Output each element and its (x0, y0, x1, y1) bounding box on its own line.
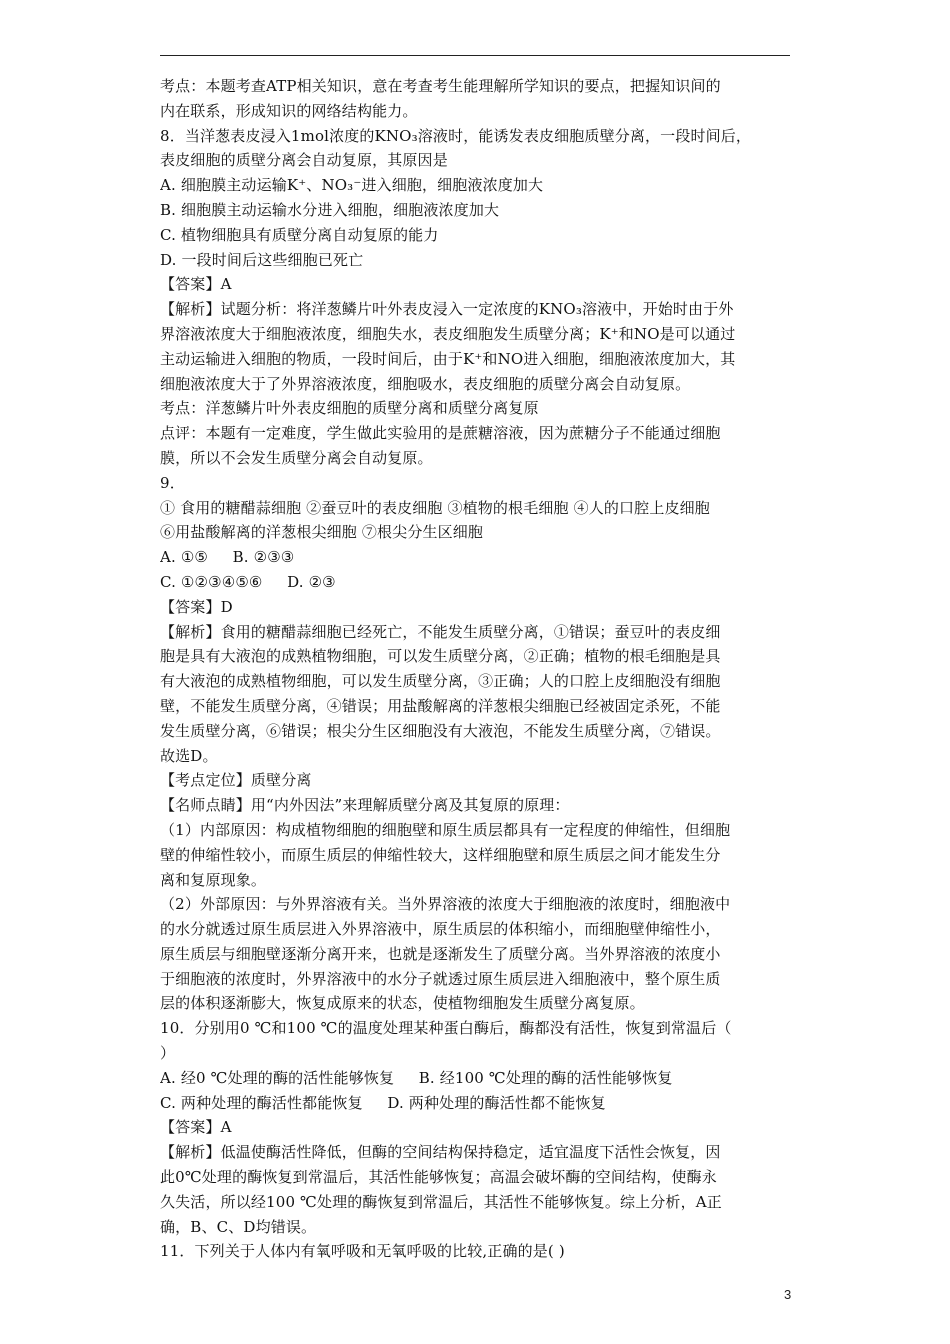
options-line: C. 两种处理的酶活性都能恢复 D. 两种处理的酶活性都不能恢复 (160, 1093, 606, 1112)
header-rule (160, 55, 790, 56)
text-line: 层的体积逐渐膨大，恢复成原来的状态，使植物细胞发生质壁分离复原。 (160, 994, 645, 1013)
analysis-line: 【解析】食用的糖醋蒜细胞已经死亡，不能发生质壁分离，①错误；蚕豆叶的表皮细 (160, 622, 721, 641)
text-line: 有大液泡的成熟植物细胞，可以发生质壁分离，③正确；人的口腔上皮细胞没有细胞 (160, 672, 721, 691)
question-8-stem: 8．当洋葱表皮浸入1mol浓度的KNO₃溶液时，能诱发表皮细胞质壁分离，一段时间后， (160, 126, 752, 145)
analysis-line: 【解析】试题分析：将洋葱鳞片叶外表皮浸入一定浓度的KNO₃溶液中，开始时由于外 (160, 300, 734, 319)
option-b: B. 细胞膜主动运输水分进入细胞，细胞液浓度加大 (160, 200, 500, 219)
analysis-line: 【解析】低温使酶活性降低，但酶的空间结构保持稳定，适宜温度下活性会恢复，因 (160, 1143, 721, 1162)
page-number: 3 (784, 1287, 792, 1302)
answer-line: 【答案】A (160, 1118, 232, 1137)
text-line: 膜，所以不会发生质壁分离会自动复原。 (160, 448, 433, 467)
text-line: 确，B、C、D均错误。 (160, 1217, 317, 1236)
text-line: 细胞液浓度大于了外界溶液浓度，细胞吸水，表皮细胞的质壁分离会自动复原。 (160, 374, 691, 393)
option-c: C. 植物细胞具有质壁分离自动复原的能力 (160, 225, 439, 244)
answer-line: 【答案】A (160, 275, 232, 294)
text-line: 界溶液浓度大于细胞液浓度，细胞失水，表皮细胞发生质壁分离；K⁺和NO是可以通过 (160, 324, 736, 343)
text-line: 【名师点睛】用“内外因法”来理解质壁分离及其复原的原理： (160, 796, 570, 815)
page-body (160, 74, 796, 1264)
text-line: （1）内部原因：构成植物细胞的细胞壁和原生质层都具有一定程度的伸缩性，但细胞 (160, 820, 731, 839)
text-line: 考点：洋葱鳞片叶外表皮细胞的质壁分离和质壁分离复原 (160, 399, 539, 418)
text-line: 的水分就透过原生质层进入外界溶液中，原生质层的体积缩小，而细胞壁伸缩性小， (160, 920, 721, 939)
text-line: 壁，不能发生质壁分离，④错误；用盐酸解离的洋葱根尖细胞已经被固定杀死，不能 (160, 696, 721, 715)
text-line: 内在联系，形成知识的网络结构能力。 (160, 101, 418, 120)
options-line: C. ①②③④⑤⑥ D. ②③ (160, 572, 336, 591)
text-line: 主动运输进入细胞的物质，一段时间后，由于K⁺和NO进入细胞，细胞液浓度加大，其 (160, 349, 736, 368)
text-line: 点评：本题有一定难度，学生做此实验用的是蔗糖溶液，因为蔗糖分子不能通过细胞 (160, 424, 721, 443)
options-line: A. 经0 ℃处理的酶的活性能够恢复 B. 经100 ℃处理的酶的活性能够恢复 (160, 1068, 673, 1087)
text-line: 于细胞液的浓度时，外界溶液中的水分子就透过原生质层进入细胞液中，整个原生质 (160, 969, 721, 988)
text-line: 故选D。 (160, 746, 218, 765)
text-line: ⑥用盐酸解离的洋葱根尖细胞 ⑦根尖分生区细胞 (160, 523, 484, 542)
text-line: ） (160, 1044, 176, 1063)
text-line: 发生质壁分离，⑥错误；根尖分生区细胞没有大液泡，不能发生质壁分离，⑦错误。 (160, 721, 721, 740)
text-line: 【考点定位】质壁分离 (160, 771, 312, 790)
question-9-number: 9． (160, 473, 185, 492)
question-10-stem: 10．分别用0 ℃和100 ℃的温度处理某种蛋白酶后，酶都没有活性，恢复到常温后（ (160, 1019, 732, 1038)
options-line: A. ①⑤ B. ②③③ (160, 548, 295, 567)
text-line: （2）外部原因：与外界溶液有关。当外界溶液的浓度大于细胞液的浓度时，细胞液中 (160, 895, 731, 914)
text-line: 久失活，所以经100 ℃处理的酶恢复到常温后，其活性不能够恢复。综上分析，A正 (160, 1192, 722, 1211)
answer-line: 【答案】D (160, 597, 233, 616)
text-line: 表皮细胞的质壁分离会自动复原，其原因是 (160, 151, 448, 170)
question-11-stem: 11．下列关于人体内有氧呼吸和无氧呼吸的比较,正确的是( ) (160, 1242, 565, 1261)
text-line: 胞是具有大液泡的成熟植物细胞，可以发生质壁分离，②正确；植物的根毛细胞是具 (160, 647, 721, 666)
text-line: 离和复原现象。 (160, 870, 267, 889)
option-a: A. 细胞膜主动运输K⁺、NO₃⁻进入细胞，细胞液浓度加大 (160, 176, 544, 195)
text-line: ① 食用的糖醋蒜细胞 ②蚕豆叶的表皮细胞 ③植物的根毛细胞 ④人的口腔上皮细胞 (160, 498, 710, 517)
text-line: 此0℃处理的酶恢复到常温后，其活性能够恢复；高温会破坏酶的空间结构，使酶永 (160, 1168, 717, 1187)
option-d: D. 一段时间后这些细胞已死亡 (160, 250, 364, 269)
text-line: 考点：本题考查ATP相关知识，意在考查考生能理解所学知识的要点，把握知识间的 (160, 77, 721, 95)
text-line: 壁的伸缩性较小，而原生质层的伸缩性较大，这样细胞壁和原生质层之间才能发生分 (160, 845, 721, 864)
text-line: 原生质层与细胞壁逐渐分离开来，也就是逐渐发生了质壁分离。当外界溶液的浓度小 (160, 944, 721, 963)
